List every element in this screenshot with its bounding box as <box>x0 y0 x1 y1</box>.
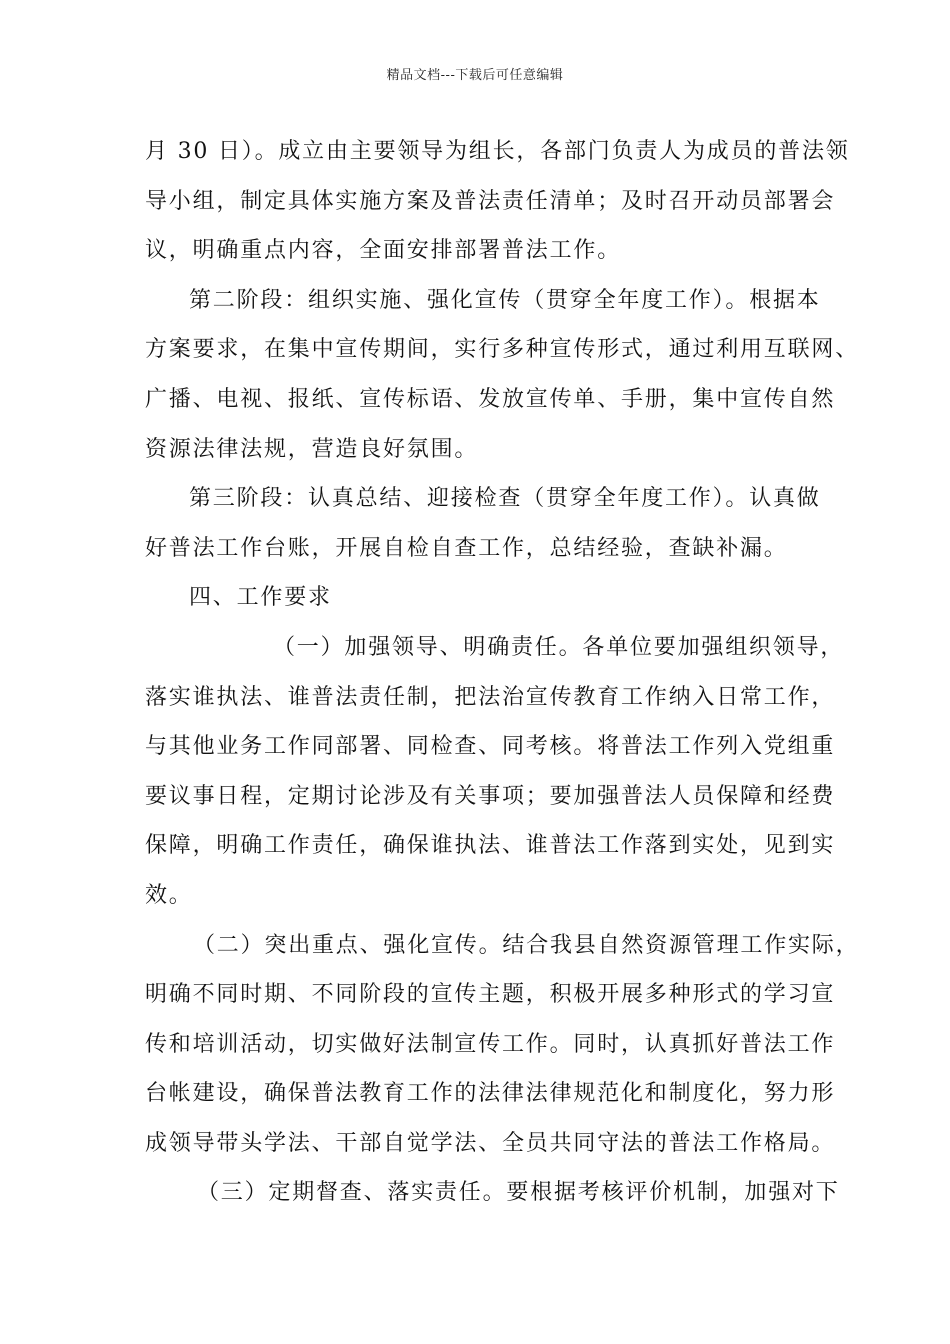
section-heading: 四、工作要求 <box>189 585 332 611</box>
text-line: 导小组，制定具体实施方案及普法责任清单；及时召开动员部署会 <box>145 188 836 214</box>
text-line: 月 30 日）。成立由主要领导为组长，各部门负责人为成员的普法领 <box>145 139 850 164</box>
text-line: 要议事日程，定期讨论涉及有关事项；要加强普法人员保障和经费 <box>145 783 836 809</box>
text-line: 议，明确重点内容，全面安排部署普法工作。 <box>145 238 622 264</box>
text-line: 方案要求，在集中宣传期间，实行多种宣传形式，通过利用互联网、 <box>145 337 860 363</box>
page-header: 精品文档---下载后可任意编辑 <box>386 68 564 83</box>
text-line: 好普法工作台账，开展自检自查工作，总结经验，查缺补漏。 <box>145 535 788 561</box>
text-line: 台帐建设，确保普法教育工作的法律法律规范化和制度化，努力形 <box>145 1081 836 1107</box>
text-line: （一）加强领导、明确责任。各单位要加强组织领导， <box>273 634 845 660</box>
text-line: 第三阶段：认真总结、迎接检查（贯穿全年度工作）。认真做 <box>189 486 821 512</box>
text-line: 明确不同时期、不同阶段的宣传主题，积极开展多种形式的学习宣 <box>145 982 836 1008</box>
text-line: 落实谁执法、谁普法责任制，把法治宣传教育工作纳入日常工作， <box>145 684 836 710</box>
text-line: 广播、电视、报纸、宣传标语、发放宣传单、手册，集中宣传自然 <box>145 386 836 412</box>
text-line: 传和培训活动，切实做好法制宣传工作。同时，认真抓好普法工作 <box>145 1031 836 1057</box>
document-body <box>145 132 860 1223</box>
text-line: 第二阶段：组织实施、强化宣传（贯穿全年度工作）。根据本 <box>189 287 821 313</box>
text-line: 资源法律法规，营造良好氛围。 <box>145 436 479 462</box>
text-line: （三）定期督查、落实责任。要根据考核评价机制，加强对下 <box>197 1180 840 1206</box>
text-line: 与其他业务工作同部署、同检查、同考核。将普法工作列入党组重 <box>145 734 836 760</box>
text-line: 成领导带头学法、干部自觉学法、全员共同守法的普法工作格局。 <box>145 1130 836 1156</box>
text-line: 保障，明确工作责任，确保谁执法、谁普法工作落到实处，见到实 <box>145 833 836 859</box>
text-line: （二）突出重点、强化宣传。结合我县自然资源管理工作实际， <box>193 932 860 958</box>
text-line: 效。 <box>145 882 193 908</box>
